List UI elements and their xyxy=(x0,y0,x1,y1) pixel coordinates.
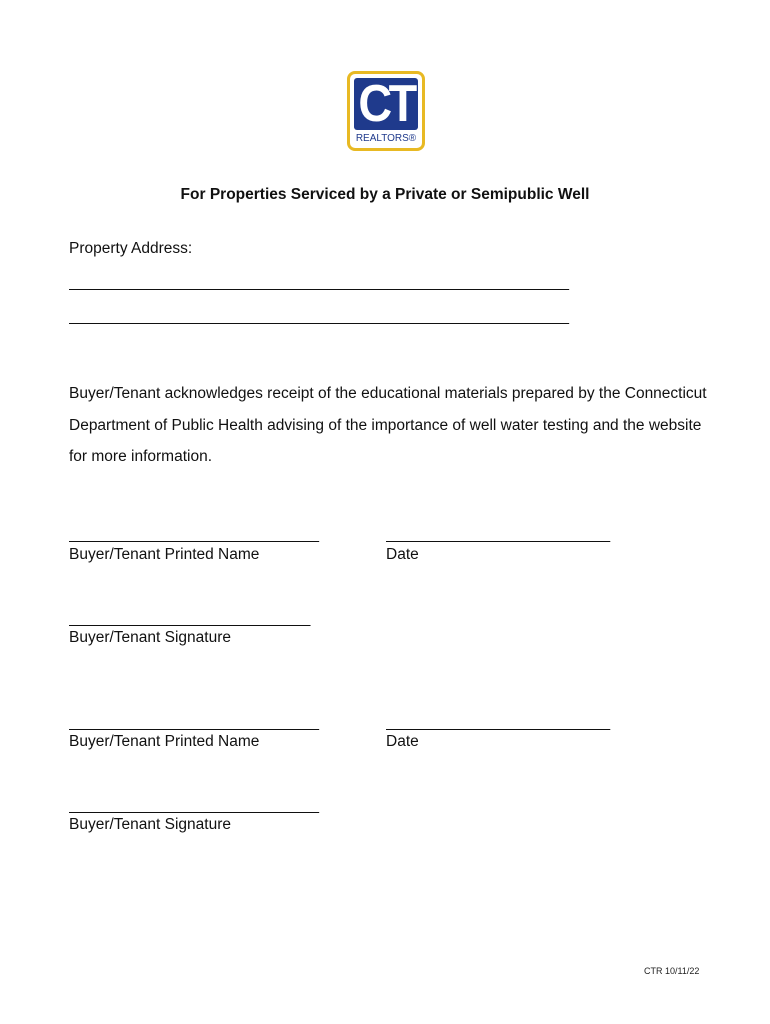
property-address-line-1[interactable]: __________________________________________________________ xyxy=(69,274,569,291)
date-label-2: Date xyxy=(386,733,419,750)
printed-name-label-1: Buyer/Tenant Printed Name xyxy=(69,546,260,563)
logo-realtors-text: REALTORS® xyxy=(355,133,417,144)
form-code-footer: CTR 10/11/22 xyxy=(644,966,700,976)
printed-name-label-2: Buyer/Tenant Printed Name xyxy=(69,733,260,750)
signature-label-1: Buyer/Tenant Signature xyxy=(69,629,231,646)
signature-line-1[interactable]: ____________________________ xyxy=(69,610,311,627)
ct-realtors-logo xyxy=(347,71,425,151)
signature-line-2[interactable]: _____________________________ xyxy=(69,797,319,814)
date-line-1[interactable]: __________________________ xyxy=(386,526,611,543)
printed-name-line-2[interactable]: _____________________________ xyxy=(69,714,319,731)
logo-badge xyxy=(354,78,418,130)
property-address-label: Property Address: xyxy=(69,240,193,257)
logo-ct-text: CT xyxy=(358,78,414,130)
acknowledgement-paragraph: Buyer/Tenant acknowledges receipt of the educational materials prepared by the Connecticut Department of Public Health advising of the importance of well water testing and the website for more information. xyxy=(69,385,707,465)
property-address-line-2[interactable]: __________________________________________________________ xyxy=(69,308,569,325)
signature-label-2: Buyer/Tenant Signature xyxy=(69,816,231,833)
date-line-2[interactable]: __________________________ xyxy=(386,714,611,731)
date-label-1: Date xyxy=(386,546,419,563)
form-title: For Properties Serviced by a Private or Semipublic Well xyxy=(180,186,590,203)
printed-name-line-1[interactable]: _____________________________ xyxy=(69,526,319,543)
